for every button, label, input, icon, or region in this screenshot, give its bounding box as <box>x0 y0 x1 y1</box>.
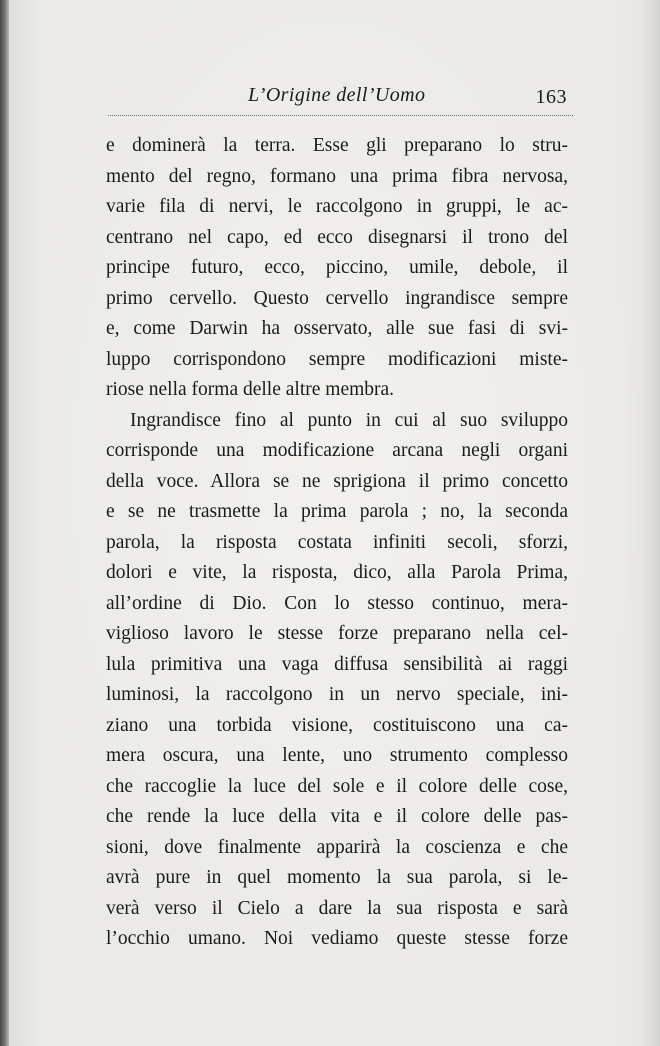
text-line: corrisponde una modificazione arcana negli organi <box>106 440 568 461</box>
text-line: mera oscura, una lente, uno strumento complesso <box>106 745 568 766</box>
text-line: parola, la risposta costata infiniti secoli, sforzi, <box>106 531 568 553</box>
text-line: e se ne trasmette la prima parola ; no, la seconda <box>106 501 568 522</box>
text-line: varie fila di nervi, le raccolgono in gruppi, le ac- <box>106 196 568 217</box>
text-line: principe futuro, ecco, piccino, umile, debole, il <box>106 257 568 278</box>
text-line: avrà pure in quel momento la sua parola, si le- <box>106 867 568 888</box>
text-line: mento del regno, formano una prima fibra nervosa, <box>106 165 568 187</box>
text-line: ziano una torbida visione, costituiscono una ca- <box>106 714 568 736</box>
text-line: che raccoglie la luce del sole e il colore delle cose, <box>106 775 568 797</box>
running-title: L’Origine dell’Uomo <box>248 84 426 106</box>
text-line: sioni, dove finalmente apparirà la coscienza e che <box>106 836 568 858</box>
page-edge-shading <box>642 0 660 1046</box>
text-line: Ingrandisce fino al punto in cui al suo sviluppo <box>130 409 568 431</box>
page-binding-shadow <box>0 0 9 1046</box>
text-line: dolori e vite, la risposta, dico, alla Parola Prima, <box>106 562 568 583</box>
text-line: della voce. Allora se ne sprigiona il primo concetto <box>106 470 568 492</box>
running-header <box>108 82 573 122</box>
text-line: l’occhio umano. Noi vediamo queste stesse forze <box>106 928 568 949</box>
body-text <box>106 131 568 955</box>
text-line: centrano nel capo, ed ecco disegnarsi il trono del <box>106 226 568 248</box>
text-line: luppo corrispondono sempre modificazioni miste- <box>106 348 568 370</box>
text-line: e, come Darwin ha osservato, alle sue fasi di svi- <box>106 318 568 339</box>
text-line: verà verso il Cielo a dare la sua risposta e sarà <box>106 897 568 919</box>
header-rule <box>108 115 573 116</box>
text-line: luminosi, la raccolgono in un nervo speciale, ini- <box>106 684 568 705</box>
text-line: all’ordine di Dio. Con lo stesso continuo, mera- <box>106 592 568 614</box>
text-line: lula primitiva una vaga diffusa sensibilità ai raggi <box>106 653 568 675</box>
text-line: primo cervello. Questo cervello ingrandisce sempre <box>106 287 568 309</box>
text-line: riose nella forma delle altre membra. <box>106 379 395 400</box>
text-line: viglioso lavoro le stesse forze preparano nella cel- <box>106 623 568 644</box>
page-number: 163 <box>535 86 567 108</box>
text-line: che rende la luce della vita e il colore delle pas- <box>106 806 568 827</box>
text-line: e dominerà la terra. Esse gli preparano lo stru- <box>106 135 568 156</box>
